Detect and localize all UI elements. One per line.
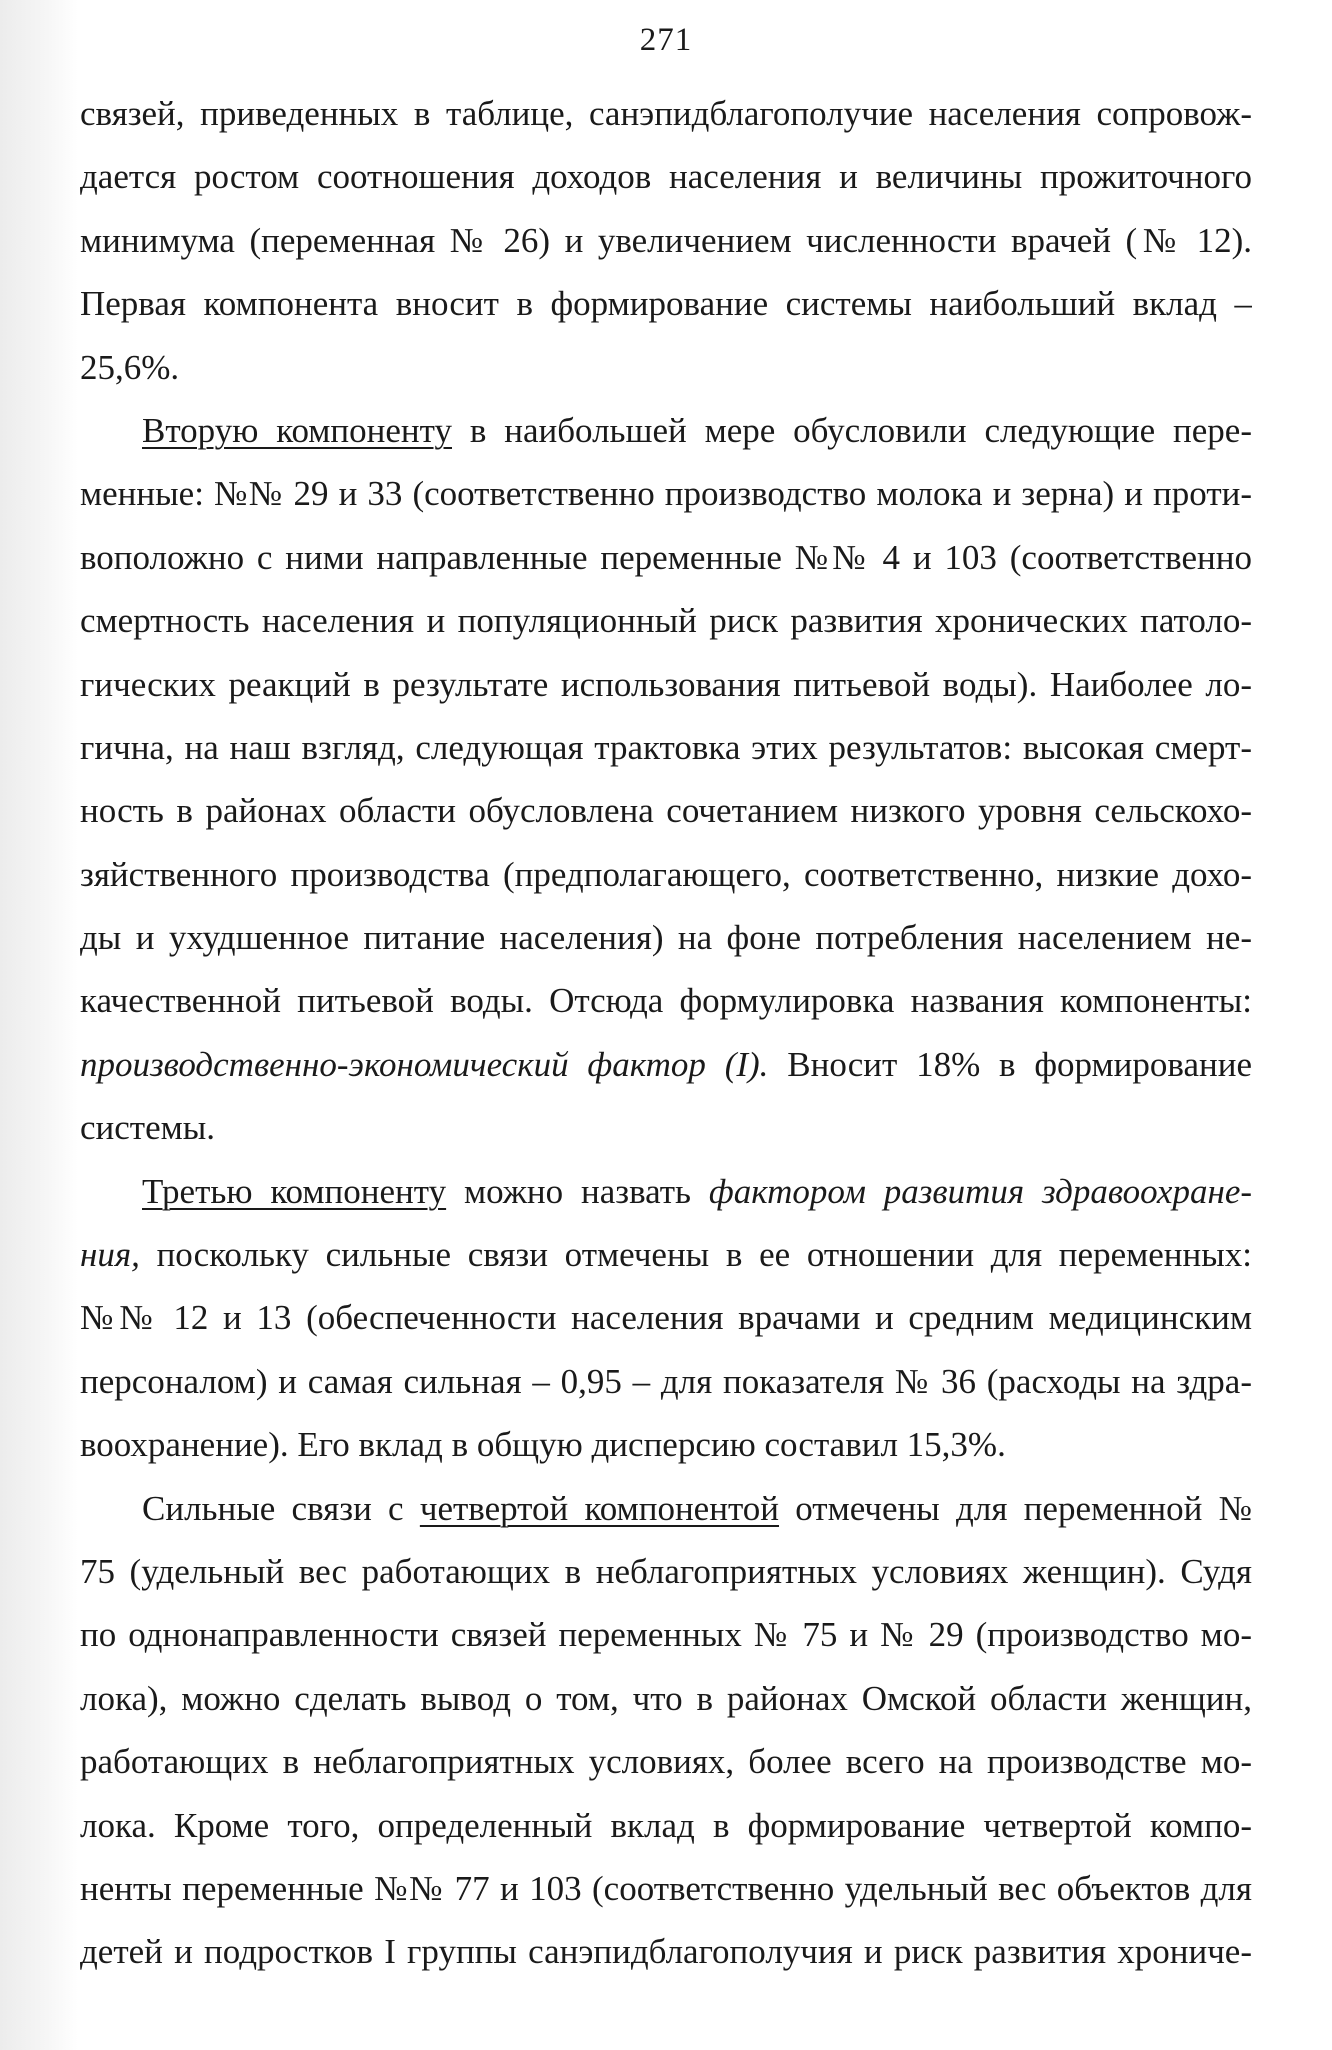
text-line: детей и подростков I группы санэпидблагополучия и риск развития хрониче- (80, 1932, 1252, 1972)
paragraph-start-line (80, 399, 1252, 462)
text-span: можно назвать (446, 1171, 709, 1211)
scan-shadow-edge (0, 0, 78, 2050)
italic-term: фактором развития здравоохране- (708, 1171, 1252, 1211)
text-line (80, 1223, 1252, 1286)
text-line: №№ 12 и 13 (обеспеченности населения врачами и средним медицинским (80, 1298, 1252, 1338)
text-span: поскольку сильные связи отмечены в ее отношении для переменных: (139, 1235, 1252, 1275)
underlined-term: Третью компоненту (142, 1171, 447, 1211)
text-span: в наибольшей мере обусловили следующие пере- (452, 410, 1252, 450)
text-line: гична, на наш взгляд, следующая трактовка этих результатов: высокая смерт- (80, 727, 1252, 767)
body-text (80, 82, 1252, 1984)
text-line: зяйственного производства (предполагающего, соответственно, низкие дохо- (80, 854, 1252, 894)
text-line: ность в районах области обусловлена сочетанием низкого уровня сельскохо- (80, 791, 1252, 831)
paragraph-start-line (80, 1160, 1252, 1223)
text-line: минимума (переменная № 26) и увеличением численности врачей (№ 12). (80, 220, 1252, 260)
text-line: по однонаправленности связей переменных № 75 и № 29 (производство мо- (80, 1615, 1252, 1655)
text-line: воохранение). Его вклад в общую дисперсию составил 15,3%. (80, 1425, 1006, 1465)
text-line: менные: №№ 29 и 33 (соответственно производство молока и зерна) и проти- (80, 474, 1252, 514)
text-line: работающих в неблагоприятных условиях, более всего на производстве мо- (80, 1742, 1252, 1782)
text-line: воположно с ними направленные переменные №№ 4 и 103 (соответственно (80, 537, 1252, 577)
text-line: ды и ухудшенное питание населения) на фоне потребления населением не- (80, 918, 1252, 958)
text-line: 75 (удельный вес работающих в неблагоприятных условиях женщин). Судя (80, 1551, 1252, 1591)
text-line: ненты переменные №№ 77 и 103 (соответственно удельный вес объектов для (80, 1868, 1252, 1908)
paragraph-start-line (80, 1477, 1252, 1540)
text-line: персоналом) и самая сильная – 0,95 – для показателя № 36 (расходы на здра- (80, 1361, 1252, 1401)
text-line: смертность населения и популяционный риск развития хронических патоло- (80, 601, 1252, 641)
text-span: Вносит 18% в формирование (768, 1044, 1252, 1084)
text-line: лока), можно сделать вывод о том, что в районах Омской области женщин, (80, 1678, 1252, 1718)
page-number: 271 (639, 22, 693, 58)
italic-term: ния, (80, 1235, 140, 1275)
text-line: гических реакций в результате использования питьевой воды). Наиболее ло- (80, 664, 1252, 704)
text-line: дается ростом соотношения доходов населения и величины прожиточного (80, 157, 1252, 197)
text-line: качественной питьевой воды. Отсюда формулировка названия компоненты: (80, 981, 1252, 1021)
text-line: Первая компонента вносит в формирование системы наибольший вклад – (80, 284, 1252, 324)
text-line: связей, приведенных в таблице, санэпидблагополучие населения сопровож- (80, 94, 1252, 133)
underlined-term: Вторую компоненту (142, 410, 452, 450)
text-span: отмечены для переменной № (779, 1488, 1252, 1528)
underlined-term: четвертой компонентой (419, 1488, 780, 1528)
text-line: лока. Кроме того, определенный вклад в формирование четвертой компо- (80, 1805, 1252, 1845)
text-line: 25,6%. (80, 347, 180, 387)
text-line (80, 1033, 1252, 1096)
text-span: Сильные связи с (142, 1488, 420, 1528)
text-line: системы. (80, 1108, 216, 1148)
italic-term: производственно-экономический фактор (I). (80, 1044, 769, 1084)
